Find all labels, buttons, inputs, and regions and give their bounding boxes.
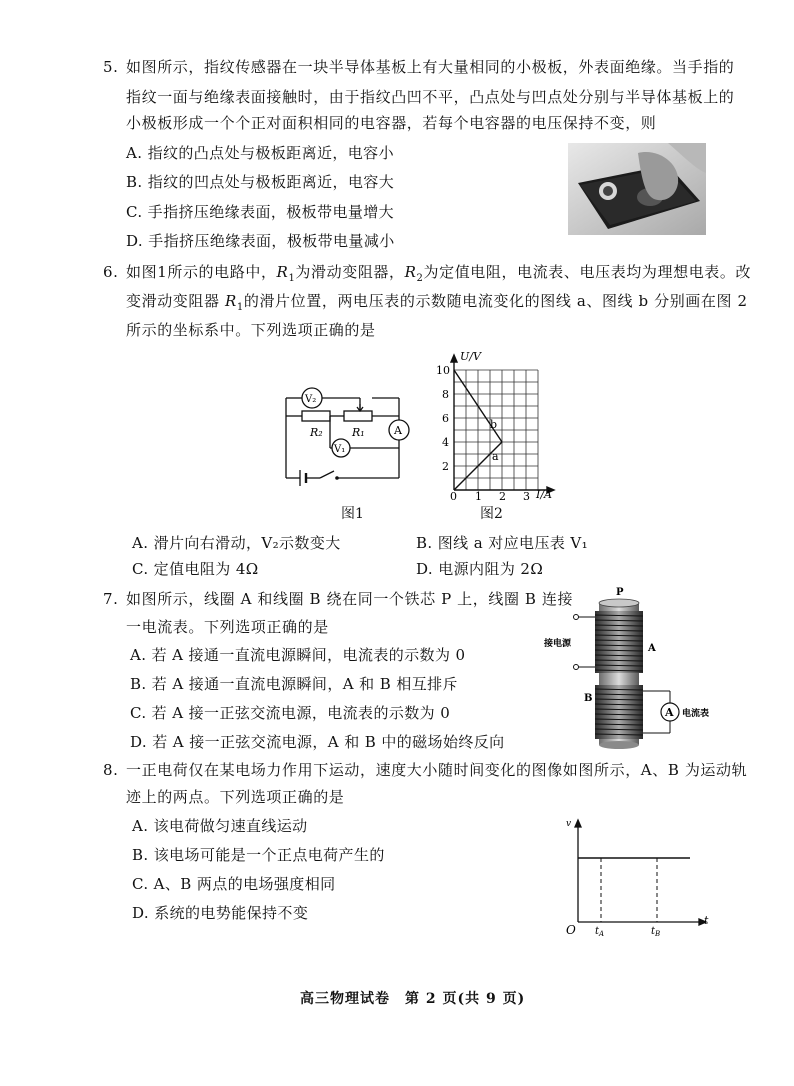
q7-number: 7. xyxy=(103,590,119,608)
ammeter-symbol: A xyxy=(665,706,674,719)
q6-stem-line-1: 如图1所示的电路中，$R_1$为滑动变阻器，$R_2$为定值电阻，电流表、电压表均为理想电表。改 xyxy=(126,263,752,284)
q6-number: 6. xyxy=(103,263,119,281)
q8-option-c: C. A、B 两点的电场强度相同 xyxy=(132,875,336,893)
vt-graph xyxy=(560,812,720,940)
q5-stem-line-2: 指纹一面与绝缘表面接触时，由于指纹凸凹不平，凸点处与凹点处分别与半导体基板上的 xyxy=(126,88,735,106)
q6-option-a: A. 滑片向右滑动，V₂示数变大 xyxy=(132,534,341,552)
circuit-label-v1: V₁ xyxy=(334,444,346,455)
q5-stem-line-1: 如图所示，指纹传感器在一块半导体基板上有大量相同的小极板，外表面绝缘。当手指的 xyxy=(126,58,735,76)
q8-option-d: D. 系统的电势能保持不变 xyxy=(132,904,309,922)
ui-graph xyxy=(430,350,570,502)
q6-stem-line-2-a: 变滑动变阻器 xyxy=(126,292,220,310)
fig1-caption: 图1 xyxy=(341,506,364,522)
coil-figure xyxy=(540,583,750,753)
graph-label-b: b xyxy=(490,418,498,431)
graph-origin: 0 xyxy=(450,490,457,502)
q6-stem-line-1-a: 如图1所示的电路中， xyxy=(126,263,277,281)
graph-ylabel: U/V xyxy=(460,350,481,363)
q7-option-d: D. 若 A 接一正弦交流电源，A 和 B 中的磁场始终反向 xyxy=(130,733,505,751)
q6-option-b: B. 图线 a 对应电压表 V₁ xyxy=(416,534,589,552)
page-footer: 高三物理试卷 第 2 页(共 9 页) xyxy=(300,991,526,1007)
q8-option-a: A. 该电荷做匀速直线运动 xyxy=(132,817,308,835)
q6-stem-line-3: 所示的坐标系中。下列选项正确的是 xyxy=(126,321,376,339)
graph-xtick-2: 2 xyxy=(499,490,506,502)
coil-b xyxy=(595,685,643,739)
q5-number: 5. xyxy=(103,58,119,76)
graph-xtick-3: 3 xyxy=(523,490,530,502)
q7-option-c: C. 若 A 接一正弦交流电源，电流表的示数为 0 xyxy=(130,704,451,722)
q6-stem-line-2-b: 的滑片位置，两电压表的示数随电流变化的图线 a、图线 b 分别画在图 2 xyxy=(243,292,748,310)
graph-ytick-10: 10 xyxy=(436,364,450,377)
coil-label-p: P xyxy=(616,587,624,598)
graph-xlabel: I/A xyxy=(536,488,552,501)
fingerprint-sensor-photo xyxy=(568,143,706,235)
q6-option-d: D. 电源内阻为 2Ω xyxy=(416,560,544,578)
vt-origin: O xyxy=(566,923,576,937)
vt-ylabel: v xyxy=(566,819,572,829)
graph-xtick-1: 1 xyxy=(475,490,482,502)
circuit-label-v2: V₂ xyxy=(305,394,317,405)
q6-stem-line-2: 变滑动变阻器 $R_1$的滑片位置，两电压表的示数随电流变化的图线 a、图线 b 分别画在图 2 xyxy=(126,292,748,313)
coil-label-source: 接电源 xyxy=(544,639,572,649)
q5-option-d: D. 手指挤压绝缘表面，极板带电量减小 xyxy=(126,232,395,250)
q7-option-a: A. 若 A 接通一直流电源瞬间，电流表的示数为 0 xyxy=(130,646,466,664)
vt-ta-label: $t_A$ xyxy=(595,926,605,938)
graph-ytick-6: 6 xyxy=(442,412,449,425)
circuit-diagram xyxy=(276,378,416,496)
coil-label-ammeter: 电流表 xyxy=(682,709,710,719)
q8-number: 8. xyxy=(103,761,119,779)
graph-ytick-2: 2 xyxy=(442,460,449,473)
q6-stem-line-1-c: 为定值电阻，电流表、电压表均为理想电表。改 xyxy=(423,263,752,281)
fig2-caption: 图2 xyxy=(480,506,503,522)
q8-stem-line-2: 迹上的两点。下列选项正确的是 xyxy=(126,788,345,806)
q7-option-b: B. 若 A 接通一直流电源瞬间，A 和 B 相互排斥 xyxy=(130,675,458,693)
q5-option-b: B. 指纹的凹点处与极板距离近，电容大 xyxy=(126,173,395,191)
graph-ytick-4: 4 xyxy=(442,436,449,449)
q5-option-c: C. 手指挤压绝缘表面，极板带电量增大 xyxy=(126,203,395,221)
q8-option-b: B. 该电场可能是一个正点电荷产生的 xyxy=(132,846,385,864)
circuit-label-a: A xyxy=(394,424,402,437)
graph-label-a: a xyxy=(492,450,499,463)
q7-stem-line-2: 一电流表。下列选项正确的是 xyxy=(126,618,329,636)
q8-stem-line-1: 一正电荷仅在某电场力作用下运动，速度大小随时间变化的图像如图所示，A、B 为运动轨 xyxy=(126,761,748,779)
coil-label-a: A xyxy=(648,643,656,654)
circuit-label-r1: R₁ xyxy=(352,426,365,439)
q5-option-a: A. 指纹的凸点处与极板距离近，电容小 xyxy=(126,144,394,162)
circuit-label-r2: R₂ xyxy=(310,426,323,439)
q5-stem-line-3: 小极板形成一个个正对面积相同的电容器，若每个电容器的电压保持不变，则 xyxy=(126,114,657,132)
coil-a xyxy=(595,611,643,673)
graph-ytick-8: 8 xyxy=(442,388,449,401)
coil-label-b: B xyxy=(584,693,593,704)
q6-option-c: C. 定值电阻为 4Ω xyxy=(132,560,259,578)
q7-stem-line-1: 如图所示，线圈 A 和线圈 B 绕在同一个铁芯 P 上，线圈 B 连接 xyxy=(126,590,574,608)
vt-xlabel: t xyxy=(704,914,709,927)
vt-tb-label: $t_B$ xyxy=(651,926,661,938)
q6-stem-line-1-b: 为滑动变阻器， xyxy=(295,263,405,281)
